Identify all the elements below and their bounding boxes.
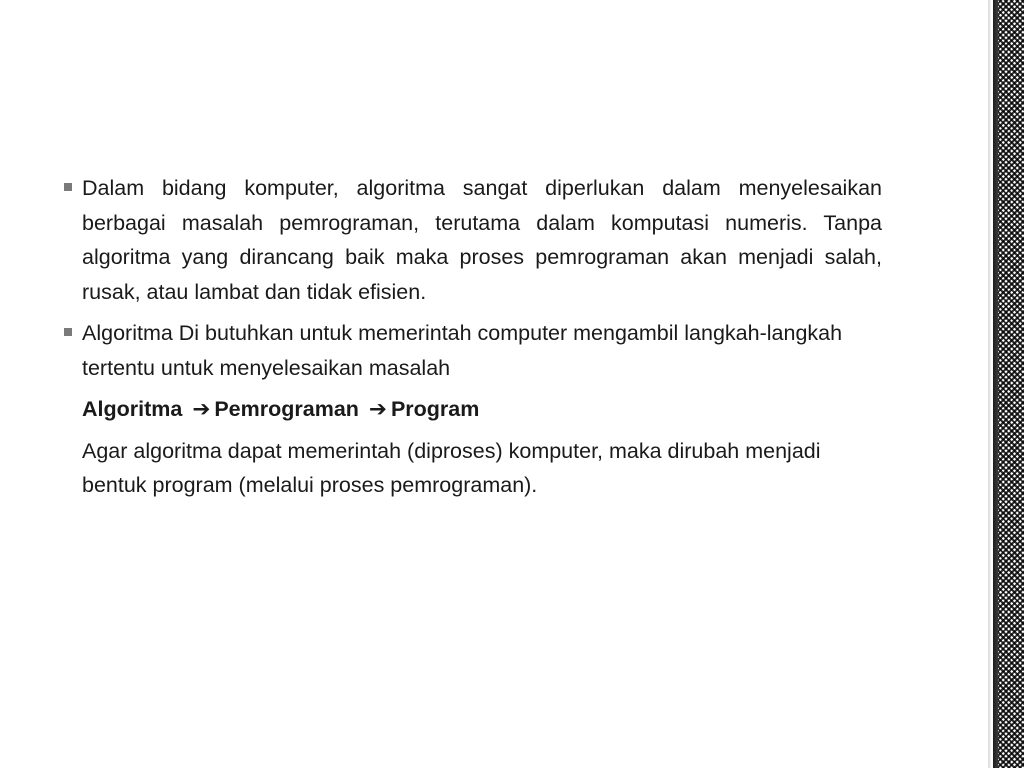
slide-content: [62, 171, 882, 503]
bullet-item: [62, 171, 882, 309]
process-flow: [62, 392, 882, 427]
flow-step-algoritma: Algoritma: [82, 397, 183, 421]
bullet-item: [62, 316, 882, 385]
closing-paragraph: Agar algoritma dapat memerintah (diproses) komputer, maka dirubah menjadi bentuk program (melalui proses pemrograman).: [82, 438, 821, 497]
square-bullet-icon: [64, 183, 72, 191]
right-arrow-icon: ➔: [192, 397, 211, 421]
flow-step-pemrograman: Pemrograman: [214, 397, 359, 421]
square-bullet-icon: [64, 328, 72, 336]
decorative-side-border: [988, 0, 1024, 768]
bullet-text: Algoritma Di butuhkan untuk memerintah computer mengambil langkah-langkah tertentu untuk menyelesaikan masalah: [82, 321, 843, 380]
right-arrow-icon: ➔: [368, 397, 387, 421]
flow-step-program: Program: [390, 397, 480, 421]
bullet-text: Dalam bidang komputer, algoritma sangat diperlukan dalam menyelesaikan berbagai masalah pemrograman, terutama dalam komputasi numeris. Tanpa algoritma yang dirancang baik maka proses pemrograman akan menjadi salah, rusak, atau lambat dan tidak efisien.: [82, 176, 882, 304]
